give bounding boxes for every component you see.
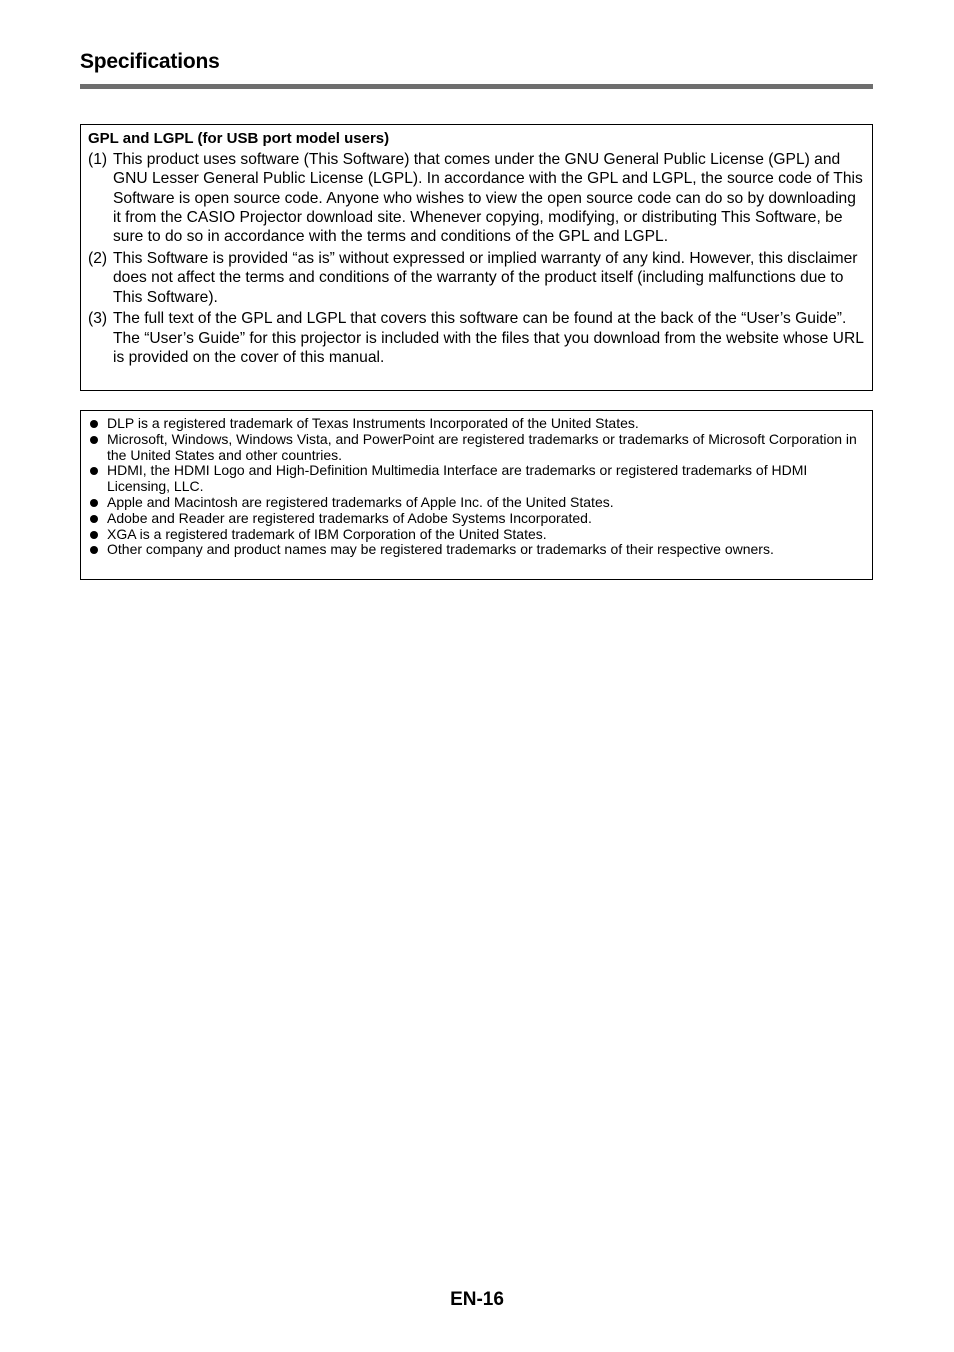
gpl-item <box>88 309 864 367</box>
gpl-item <box>88 150 864 246</box>
gpl-item-text: This product uses software (This Software) that comes under the GNU General Public License (GPL) and GNU Lesser General Public License (LGPL). In accordance with the GPL and LGPL, the source code of This Software is open source code. Anyone who wishes to view the open source code can do so by downloading it from the CASIO Projector download site. Whenever copying, modifying, or distributing This Software, be sure to do so in accordance with the terms and conditions of the GPL and LGPL. <box>113 151 863 246</box>
page-title: Specifications <box>80 50 220 73</box>
bullet-icon <box>89 511 107 527</box>
bullet-icon <box>89 432 107 464</box>
trademark-item <box>89 495 864 511</box>
trademark-text: HDMI, the HDMI Logo and High-Definition Multimedia Interface are trademarks or registered trademarks of HDMI Licensing, LLC. <box>107 462 808 495</box>
trademark-item <box>89 463 864 495</box>
trademark-notice-box <box>80 410 873 580</box>
page-number: EN-16 <box>450 1289 504 1310</box>
bullet-icon <box>89 527 107 543</box>
trademark-text: XGA is a registered trademark of IBM Corporation of the United States. <box>107 525 547 542</box>
bullet-icon <box>89 542 107 558</box>
trademark-item <box>89 416 864 432</box>
trademark-text: DLP is a registered trademark of Texas Instruments Incorporated of the United States. <box>107 415 639 431</box>
trademark-item <box>89 511 864 527</box>
gpl-item-text: The full text of the GPL and LGPL that covers this software can be found at the back of the “User’s Guide”. The “User’s Guide” for this projector is included with the files that you download from the website whose URL is provided on the cover of this manual. <box>113 310 864 366</box>
gpl-item-text: This Software is provided “as is” without expressed or implied warranty of any kind. However, this disclaimer does not affect the terms and conditions of the warranty of the product itself (including malfunctions due to This Software). <box>113 249 858 306</box>
trademark-item <box>89 527 864 543</box>
trademark-item <box>89 432 864 464</box>
gpl-notice-box <box>80 124 873 391</box>
bullet-icon <box>89 463 107 495</box>
gpl-item-number: (3) <box>88 310 108 328</box>
trademark-text: Microsoft, Windows, Windows Vista, and PowerPoint are registered trademarks or trademarks of Microsoft Corporation in the United States and other countries. <box>107 430 857 463</box>
gpl-item <box>88 249 864 307</box>
gpl-item-number: (1) <box>88 151 108 168</box>
trademark-item <box>89 542 864 558</box>
trademark-text: Apple and Macintosh are registered trademarks of Apple Inc. of the United States. <box>107 493 614 510</box>
gpl-heading: GPL and LGPL (for USB port model users) <box>88 130 390 147</box>
bullet-icon <box>89 495 107 511</box>
title-divider <box>80 84 873 89</box>
trademark-text: Adobe and Reader are registered trademarks of Adobe Systems Incorporated. <box>107 509 592 526</box>
trademark-text: Other company and product names may be registered trademarks or trademarks of their respective owners. <box>107 541 774 558</box>
bullet-icon <box>89 416 107 432</box>
gpl-item-number: (2) <box>88 249 108 267</box>
